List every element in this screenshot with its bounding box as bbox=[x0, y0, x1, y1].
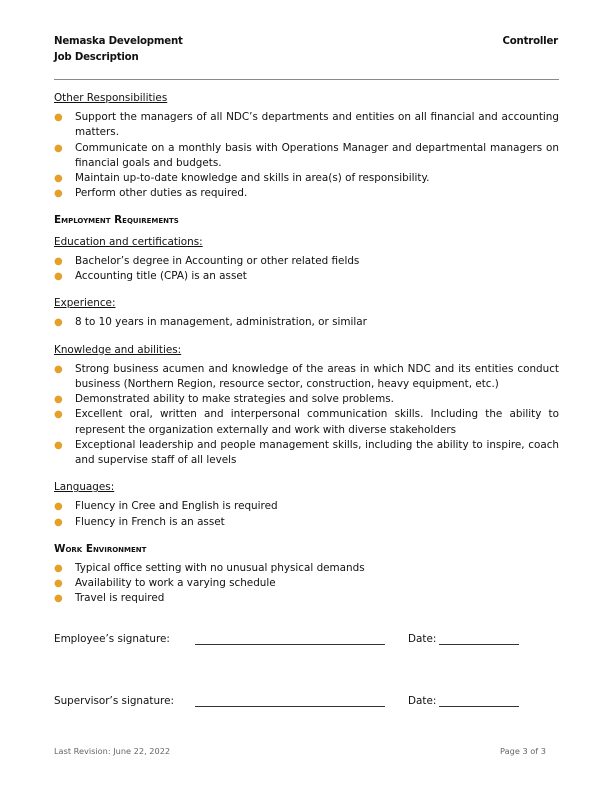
company-name: Nemaska Development bbox=[54, 36, 183, 47]
bullet-icon: ● bbox=[54, 188, 63, 200]
bullet-icon: ● bbox=[54, 112, 63, 124]
list-item bbox=[54, 110, 559, 140]
list-item-text: Travel is required bbox=[75, 592, 165, 605]
employment-requirements-heading: Employment Requirements bbox=[54, 214, 179, 227]
header-divider bbox=[54, 79, 559, 80]
document-header-left bbox=[54, 34, 183, 66]
supervisor-signature-line bbox=[195, 706, 385, 707]
list-item-text: Demonstrated ability to make strategies and solve problems. bbox=[75, 393, 394, 406]
knowledge-heading: Knowledge and abilities: bbox=[54, 343, 182, 356]
work-environment-heading: Work Environment bbox=[54, 542, 147, 555]
position-title: Controller bbox=[502, 36, 558, 47]
list-item bbox=[54, 315, 559, 330]
bullet-icon: ● bbox=[54, 363, 63, 375]
list-item-text: Bachelor’s degree in Accounting or other related fields bbox=[75, 254, 360, 267]
page-number: Page 3 of 3 bbox=[500, 746, 546, 756]
bullet-icon: ● bbox=[54, 142, 63, 154]
list-item bbox=[54, 561, 559, 576]
list-item-text: Support the managers of all NDC’s departments and entities on all financial and accounting matters. bbox=[75, 111, 559, 139]
bullet-icon: ● bbox=[54, 255, 63, 267]
bullet-icon: ● bbox=[54, 271, 63, 283]
bullet-icon: ● bbox=[54, 501, 63, 513]
list-item bbox=[54, 269, 559, 284]
employee-signature-label: Employee’s signature: bbox=[54, 633, 170, 645]
employee-signature-line bbox=[195, 644, 385, 645]
list-item bbox=[54, 499, 559, 514]
list-item bbox=[54, 141, 559, 171]
list-item bbox=[54, 254, 559, 269]
list-item-text: Strong business acumen and knowledge of the areas in which NDC and its entities conduct business (Northern Region, resource sector, construction, heavy equipment, etc.) bbox=[75, 362, 559, 391]
employee-date-label: Date: bbox=[408, 633, 437, 645]
list-item bbox=[54, 576, 559, 591]
bullet-icon: ● bbox=[54, 593, 63, 605]
bullet-icon: ● bbox=[54, 516, 63, 528]
other-responsibilities-heading: Other Responsibilities bbox=[54, 92, 168, 104]
list-item-text: Accounting title (CPA) is an asset bbox=[75, 270, 247, 283]
supervisor-signature-label: Supervisor’s signature: bbox=[54, 695, 174, 707]
education-list bbox=[54, 254, 559, 284]
languages-list bbox=[54, 499, 559, 529]
list-item-text: Exceptional leadership and people management skills, including the ability to inspire, coach and supervise staff of all levels bbox=[75, 438, 559, 467]
last-revision: Last Revision: June 22, 2022 bbox=[54, 746, 171, 756]
list-item-text: Availability to work a varying schedule bbox=[75, 577, 276, 590]
list-item-text: 8 to 10 years in management, administration, or similar bbox=[75, 316, 367, 329]
bullet-icon: ● bbox=[54, 173, 63, 185]
experience-heading: Experience: bbox=[54, 297, 116, 310]
education-heading: Education and certifications: bbox=[54, 235, 203, 248]
list-item bbox=[54, 407, 559, 437]
bullet-icon: ● bbox=[54, 578, 63, 590]
list-item bbox=[54, 186, 559, 201]
bullet-icon: ● bbox=[54, 439, 63, 451]
list-item bbox=[54, 515, 559, 530]
employee-date-line bbox=[439, 644, 519, 645]
list-item-text: Fluency in French is an asset bbox=[75, 515, 225, 528]
bullet-icon: ● bbox=[54, 563, 63, 575]
document-body bbox=[54, 91, 559, 607]
supervisor-date-line bbox=[439, 706, 519, 707]
supervisor-signature-row bbox=[54, 695, 559, 711]
bullet-icon: ● bbox=[54, 409, 63, 421]
bullet-icon: ● bbox=[54, 394, 63, 406]
supervisor-date-label: Date: bbox=[408, 695, 437, 707]
languages-heading: Languages: bbox=[54, 481, 115, 494]
employee-signature-row bbox=[54, 633, 559, 649]
list-item-text: Maintain up-to-date knowledge and skills in area(s) of responsibility. bbox=[75, 172, 430, 185]
list-item-text: Communicate on a monthly basis with Operations Manager and departmental managers on financial goals and budgets. bbox=[75, 141, 559, 169]
list-item bbox=[54, 392, 559, 407]
document-type: Job Description bbox=[54, 52, 139, 63]
experience-list bbox=[54, 315, 559, 330]
bullet-icon: ● bbox=[54, 317, 63, 329]
list-item-text: Fluency in Cree and English is required bbox=[75, 500, 278, 513]
list-item bbox=[54, 362, 559, 392]
list-item-text: Typical office setting with no unusual physical demands bbox=[75, 562, 365, 575]
work-environment-list bbox=[54, 561, 559, 607]
other-responsibilities-list bbox=[54, 110, 559, 201]
list-item-text: Excellent oral, written and interpersonal communication skills. Including the ability to represent the organization externally and work with diverse stakeholders bbox=[75, 408, 559, 436]
list-item bbox=[54, 171, 559, 186]
knowledge-list bbox=[54, 362, 559, 468]
list-item-text: Perform other duties as required. bbox=[75, 187, 248, 200]
list-item bbox=[54, 591, 559, 606]
list-item bbox=[54, 438, 559, 468]
